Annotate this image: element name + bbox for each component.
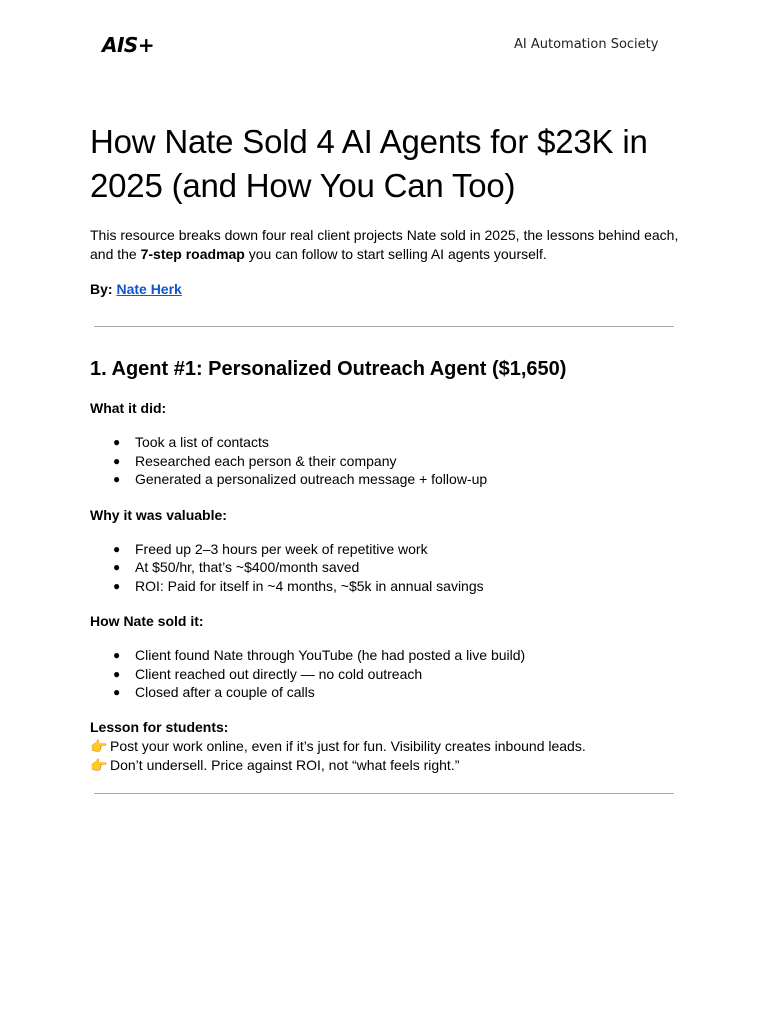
bullet-icon: ●: [113, 685, 121, 699]
list-item-text: Client reached out directly — no cold outreach: [135, 665, 423, 682]
list-item-text: At $50/hr, that’s ~$400/month saved: [135, 559, 360, 575]
list-item: [90, 540, 680, 559]
byline: [90, 280, 680, 299]
bullet-icon: ●: [113, 472, 121, 486]
page-title: How Nate Sold 4 AI Agents for $23K in 2025 (and How You Can Too): [90, 123, 648, 204]
lesson-text: Don’t undersell. Price against ROI, not “what feels right.”: [110, 756, 460, 773]
bullet-icon: ●: [113, 648, 121, 662]
list-item: [90, 433, 680, 452]
bullet-icon: ●: [113, 453, 121, 468]
author-link[interactable]: Nate Herk: [116, 281, 182, 297]
intro-paragraph: [90, 226, 680, 264]
intro-text-start: This resource breaks down four real client projects Nate sold in 2025, the lessons behind each, and the: [90, 227, 679, 262]
list-item-text: Took a list of contacts: [135, 434, 269, 450]
pointing-hand-icon: 👉: [90, 737, 108, 754]
how-sold-list: [90, 646, 680, 702]
bullet-icon: ●: [113, 666, 121, 681]
section-heading: 1. Agent #1: Personalized Outreach Agent ($1,650): [90, 358, 567, 380]
bullet-icon: ●: [113, 560, 121, 574]
list-item: [90, 577, 680, 596]
document-body: [90, 120, 680, 794]
list-item-text: Freed up 2–3 hours per week of repetitive work: [135, 540, 428, 557]
divider: [94, 793, 674, 794]
lesson-text: Post your work online, even if it’s just for fun. Visibility creates inbound leads.: [110, 737, 586, 754]
intro-text-end: you can follow to start selling AI agents yourself.: [244, 246, 547, 262]
lesson-line: [90, 756, 680, 775]
what-it-did-label: What it did:: [90, 400, 167, 416]
what-it-did-list: [90, 433, 680, 489]
list-item-text: Client found Nate through YouTube (he had posted a live build): [135, 647, 526, 663]
list-item: [90, 683, 680, 702]
pointing-hand-icon: 👉: [90, 756, 108, 773]
lesson-line: [90, 737, 680, 756]
bullet-icon: ●: [113, 578, 121, 593]
list-item-text: ROI: Paid for itself in ~4 months, ~$5k in annual savings: [135, 577, 484, 594]
bullet-icon: ●: [113, 435, 121, 449]
bullet-icon: ●: [113, 541, 121, 556]
page-header: [0, 0, 768, 90]
list-item-text: Closed after a couple of calls: [135, 684, 315, 700]
why-valuable-list: [90, 540, 680, 596]
by-label: By:: [90, 281, 113, 297]
lesson-label: Lesson for students:: [90, 718, 229, 735]
list-item-text: Generated a personalized outreach message + follow-up: [135, 471, 488, 487]
list-item: [90, 665, 680, 684]
how-sold-label: How Nate sold it:: [90, 613, 204, 629]
list-item: [90, 452, 680, 471]
org-name: AI Automation Society: [514, 37, 659, 52]
divider: [94, 326, 674, 327]
roadmap-emphasis: 7-step roadmap: [140, 246, 245, 262]
ais-logo[interactable]: AIS+: [102, 33, 155, 57]
list-item: [90, 470, 680, 489]
list-item-text: Researched each person & their company: [135, 452, 397, 469]
list-item: [90, 646, 680, 665]
why-valuable-label: Why it was valuable:: [90, 506, 227, 523]
list-item: [90, 558, 680, 577]
